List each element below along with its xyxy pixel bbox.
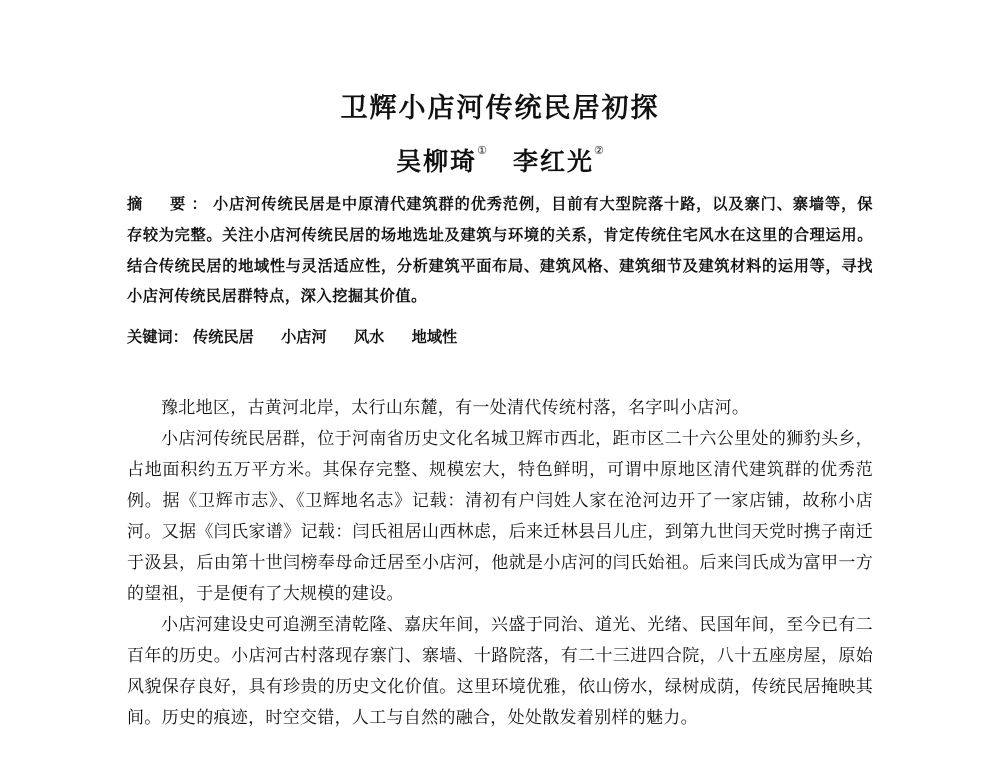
author-2 xyxy=(513,142,604,178)
paper-title: 卫辉小店河传统民居初探 xyxy=(340,93,660,124)
author-line xyxy=(0,142,1000,178)
abstract-label: 摘 要： xyxy=(127,195,214,213)
author-footnote-marker: ② xyxy=(594,144,604,157)
keywords-label: 关键词： xyxy=(127,328,188,346)
body-paragraph: 豫北地区，古黄河北岸，太行山东麓，有一处清代传统村落，名字叫小店河。 xyxy=(161,398,750,418)
body-paragraph: 小店河建设史可追溯至清乾隆、嘉庆年间，兴盛于同治、道光、光绪、民国年间，至今已有二百年的历史。小店河古村落现存寨门、寨墙、十路院落，有二十三进四合院，八十五座房屋，原始风貌保存良好，具有珍贵的历史文化价值。这里环境优雅，依山傍水，绿树成荫，传统民居掩映其间。历史的痕迹，时空交错，人工与自然的融合，处处散发着别样的魅力。 xyxy=(127,615,873,728)
keyword: 风水 xyxy=(353,328,385,346)
author-name: 吴柳琦 xyxy=(396,147,478,176)
body-paragraph: 小店河传统民居群，位于河南省历史文化名城卫辉市西北，距市区二十六公里处的狮豹头乡，占地面积约五万平方米。其保存完整、规模宏大，特色鲜明，可谓中原地区清代建筑群的优秀范例。据《卫辉市志》、《卫辉地名志》记载：清初有户闫姓人家在沧河边开了一家店铺，故称小店河。又据《闫氏家谱》记载：闫氏祖居山西林虑，后来迁林县吕儿庄，到第九世闫天党时携子南迁于汲县，后由第十世闫榜奉母命迁居至小店河，他就是小店河的闫氏始祖。后来闫氏成为富甲一方的望祖，于是便有了大规模的建设。 xyxy=(127,429,873,604)
author-name: 李红光 xyxy=(513,147,595,176)
keyword: 地域性 xyxy=(411,328,458,346)
author-1 xyxy=(396,142,487,178)
keyword: 传统民居 xyxy=(193,328,254,346)
abstract-text: 小店河传统民居是中原清代建筑群的优秀范例，目前有大型院落十路，以及寨门、寨墙等，保存较为完整。关注小店河传统民居的场地选址及建筑与环境的关系，肯定传统住宅风水在这里的合理运用。结合传统民居的地域性与灵活适应性，分析建筑平面布局、建筑风格、建筑细节及建筑材料的运用等，寻找小店河传统民居群特点，深入挖掘其价值。 xyxy=(127,195,874,306)
abstract xyxy=(127,189,873,312)
body-text xyxy=(127,393,873,734)
keyword: 小店河 xyxy=(281,328,327,346)
author-footnote-marker: ① xyxy=(477,144,487,157)
keywords xyxy=(127,326,479,347)
